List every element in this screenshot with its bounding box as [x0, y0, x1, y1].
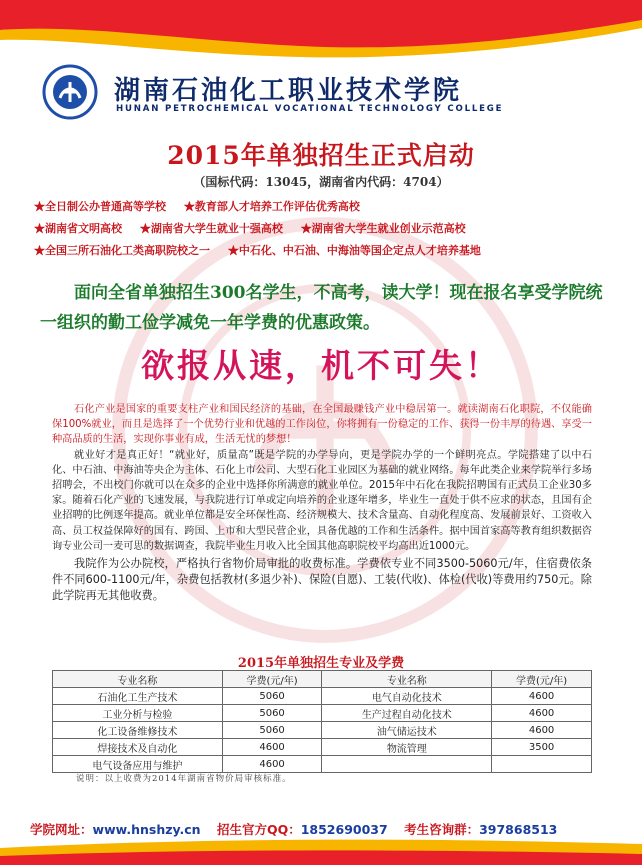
- fee-table: [52, 670, 592, 773]
- institution-codes: （国标代码：13045，湖南省内代码：4704）: [193, 175, 449, 189]
- school-name-cn: 湖南石油化工职业技术学院: [114, 76, 463, 106]
- website-label: 学院网址：: [30, 822, 93, 837]
- table-row: [53, 688, 592, 705]
- table-row: [53, 722, 592, 739]
- school-name-en: HUNAN PETROCHEMICAL VOCATIONAL TECHNOLOGY COLLEGE: [116, 104, 504, 114]
- table-cell: 化工设备维修技术: [53, 722, 223, 739]
- table-cell: [492, 756, 592, 773]
- school-header: [42, 64, 602, 124]
- phone-number: 397868513: [479, 822, 558, 837]
- honor-item: ★教育部人才培养工作评估优秀高校: [183, 200, 360, 213]
- industry-paragraph: 石化产业是国家的重要支柱产业和国民经济的基础，在全国最赚钱产业中稳居第一。就读湖南石化职院，不仅能确保100%就业，而且是选择了一个优势行业和优越的工作岗位，你将拥有一份稳定的工作、获得一份丰厚的待遇、享受一种高品质的生活，实现你事业有成，生活无忧的梦想！: [52, 404, 592, 446]
- honor-row: [34, 198, 634, 220]
- table-cell: 电气自动化技术: [322, 688, 492, 705]
- big-slogan: 欲报从速，机不可失！: [141, 346, 501, 385]
- table-cell: 5060: [222, 705, 322, 722]
- website-segment: [30, 820, 201, 838]
- honor-item: ★湖南省文明高校: [34, 222, 122, 235]
- table-row: [53, 705, 592, 722]
- table-cell: 4600: [222, 739, 322, 756]
- honor-row: [34, 242, 634, 264]
- table-cell: 生产过程自动化技术: [322, 705, 492, 722]
- employment-paragraph: 就业好才是真正好！“就业好，质量高”既是学院的办学导向，更是学院办学的一个鲜明亮点。学院搭建了以中石化、中石油、中海油等央企为主体、石化上市公司、大型石化工业园区为基础的就业网络。每年此类企业来学院举行多场招聘会，不出校门你就可以在众多的企业中选择你所满意的就业单位。2015年中石化在我院招聘国有正式员工企业30多家。随着石化产业的飞速发展，与我院进行订单或定向培养的企业逐年增多，毕业生一直处于供不应求的状态，且国有企业招聘的比例逐年提高。就业单位都是安全环保性高、经济规模大、技术含量高、自动化程度高、发展前景好、工资收入高、员工权益保障好的国有、跨国、上市和大型民营企业，具备优越的工作和生活条件。据中国首家高等教育组织数据咨询专业公司一麦可思的数据调查，我院毕业生月收入比全国其他高职院校平均高出近1000元。: [52, 449, 592, 552]
- phone-label: 考生咨询群：: [404, 822, 480, 837]
- table-cell: 4600: [222, 756, 322, 773]
- website-link[interactable]: www.hnshzy.cn: [92, 822, 201, 837]
- table-row: [53, 739, 592, 756]
- honor-row: [34, 220, 634, 242]
- column-header: 学费(元/年): [222, 671, 322, 688]
- table-cell: 4600: [492, 688, 592, 705]
- column-header: 专业名称: [53, 671, 223, 688]
- table-header-row: [53, 671, 592, 688]
- qq-number: 1852690037: [300, 822, 388, 837]
- enrollment-slogan: 面向全省单独招生300名学生，不高考，读大学！现在报名享受学院统一组织的勤工俭学减免一年学费的优惠政策。: [40, 283, 603, 333]
- fee-paragraph: 我院作为公办院校，严格执行省物价局审批的收费标准。学费依专业不同3500-5060元/年，住宿费依条件不同600-1100元/年，杂费包括教材(多退少补)、保险(自愿)、工装(代收)、体检(代收)等费用约750元。除此学院再无其他收费。: [52, 557, 592, 603]
- table-cell: 电气设备应用与维护: [53, 756, 223, 773]
- table-cell: 5060: [222, 722, 322, 739]
- fee-table-title: 2015年单独招生专业及学费: [237, 656, 405, 671]
- table-cell: 石油化工生产技术: [53, 688, 223, 705]
- column-header: 学费(元/年): [492, 671, 592, 688]
- contact-footer: [30, 820, 630, 838]
- body-text: [52, 402, 592, 604]
- honor-item: ★湖南省大学生就业创业示范高校: [300, 222, 466, 235]
- table-cell: 3500: [492, 739, 592, 756]
- table-cell: 焊接技术及自动化: [53, 739, 223, 756]
- table-cell: 油气储运技术: [322, 722, 492, 739]
- honor-item: ★中石化、中石油、中海油等国企定点人才培养基地: [227, 244, 481, 257]
- honor-item: ★全国三所石油化工类高职院校之一: [34, 244, 210, 257]
- qq-segment: [217, 820, 388, 838]
- phone-segment: [404, 820, 557, 838]
- qq-label: 招生官方QQ：: [216, 822, 301, 837]
- honors-list: [34, 198, 634, 264]
- table-cell: 4600: [492, 705, 592, 722]
- table-row: [53, 756, 592, 773]
- honor-item: ★全日制公办普通高等学校: [34, 200, 166, 213]
- school-logo: [42, 64, 98, 120]
- table-cell: 物流管理: [322, 739, 492, 756]
- page-title: 2015年单独招生正式启动: [167, 141, 475, 170]
- table-cell: 工业分析与检验: [53, 705, 223, 722]
- table-cell: 5060: [222, 688, 322, 705]
- fee-note: 说明：以上收费为2014年湖南省物价局审核标准。: [76, 774, 292, 784]
- top-decoration: [0, 0, 642, 62]
- table-cell: 4600: [492, 722, 592, 739]
- table-cell: [322, 756, 492, 773]
- column-header: 专业名称: [322, 671, 492, 688]
- honor-item: ★湖南省大学生就业十强高校: [139, 222, 283, 235]
